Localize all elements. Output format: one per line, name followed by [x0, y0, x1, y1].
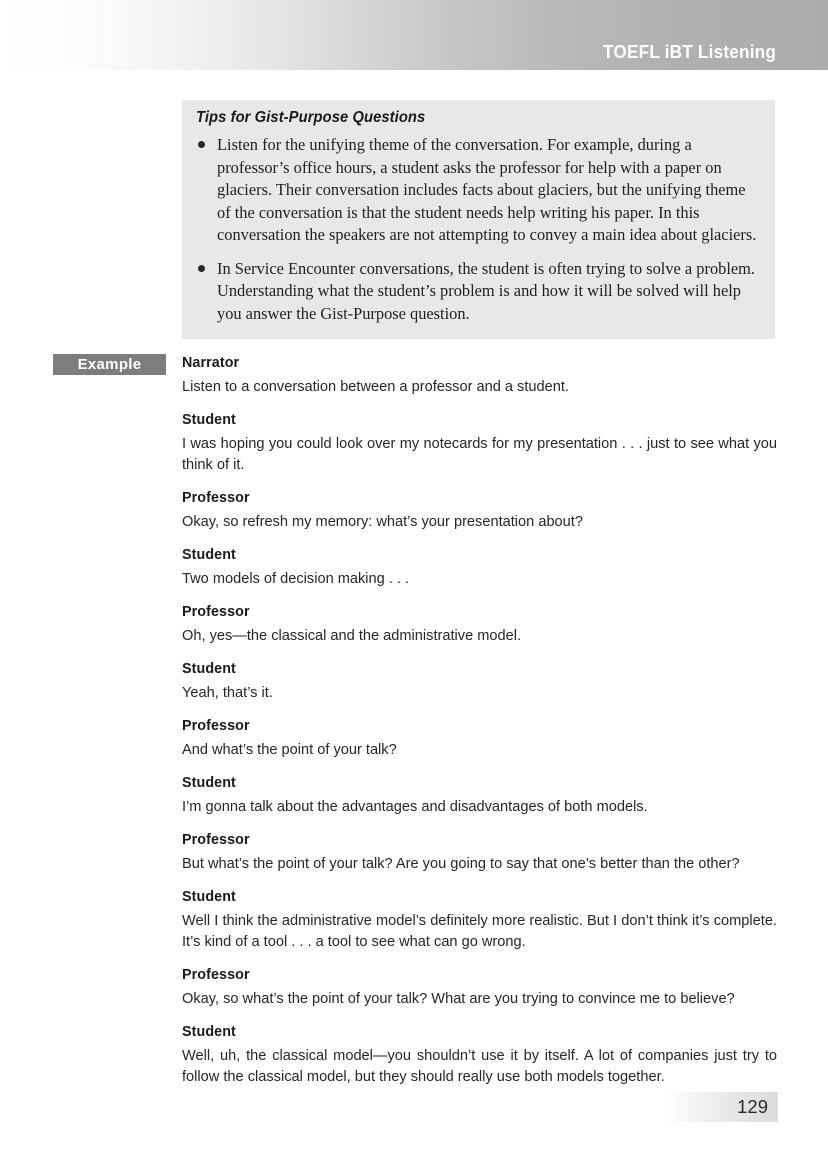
- list-item: [196, 258, 758, 326]
- dialogue-turn: [182, 661, 777, 704]
- speaker-label: Student: [182, 661, 236, 677]
- dialogue-line: Two models of decision making . . .: [182, 571, 410, 587]
- bullet-dot-icon: [198, 141, 205, 148]
- dialogue-line: Oh, yes—the classical and the administrative model.: [182, 628, 522, 644]
- tips-callout-heading: Tips for Gist-Purpose Questions: [196, 109, 426, 126]
- dialogue-line: Okay, so refresh my memory: what’s your presentation about?: [182, 514, 583, 530]
- dialogue-turn: [182, 775, 777, 818]
- dialogue-turn: [182, 832, 777, 875]
- speaker-label: Professor: [182, 832, 250, 848]
- dialogue-turn: [182, 718, 777, 761]
- bullet-dot-icon: [198, 265, 205, 272]
- dialogue-turn: [182, 1024, 777, 1088]
- page-number: 129: [737, 1096, 768, 1117]
- dialogue-turn: [182, 967, 777, 1010]
- dialogue-line: Well I think the administrative model’s definitely more realistic. But I don’t think it’s complete. It’s kind of a tool . . . a tool to see what can go wrong.: [182, 913, 777, 950]
- dialogue-line: But what’s the point of your talk? Are you going to say that one’s better than the other?: [182, 856, 740, 872]
- speaker-label: Student: [182, 889, 236, 905]
- dialogue-turn: [182, 604, 777, 647]
- page-number-band: [665, 1092, 778, 1122]
- tips-bullet-text: Listen for the unifying theme of the conversation. For example, during a professor’s office hours, a student asks the professor for help with a paper on glaciers. Their conversation includes facts about glaciers, but the unifying theme of the conversation is that the student needs help writing his paper. In this conversation the speakers are not attempting to convey a main idea about glaciers.: [217, 135, 757, 244]
- dialogue-turn: [182, 889, 777, 953]
- dialogue-line: Well, uh, the classical model—you shouldn’t use it by itself. A lot of companies just try to follow the classical model, but they should really use both models together.: [182, 1048, 777, 1085]
- tips-callout-box: [182, 100, 775, 339]
- speaker-label: Narrator: [182, 355, 240, 371]
- dialogue-line: I was hoping you could look over my notecards for my presentation . . . just to see what you think of it.: [182, 436, 777, 473]
- example-label-badge: Example: [53, 354, 166, 375]
- dialogue-turn: [182, 490, 777, 533]
- tips-bullet-text: In Service Encounter conversations, the student is often trying to solve a problem. Understanding what the student’s problem is and how it will be solved will help you answer the Gist-Purpose question.: [217, 258, 756, 323]
- dialogue-line: I’m gonna talk about the advantages and disadvantages of both models.: [182, 799, 648, 815]
- dialogue-line: Listen to a conversation between a professor and a student.: [182, 379, 569, 395]
- dialogue-line: Okay, so what’s the point of your talk? What are you trying to convince me to believe?: [182, 991, 735, 1007]
- page-header-band: [0, 0, 828, 70]
- page-title: TOEFL iBT Listening: [602, 41, 776, 62]
- dialogue-turn: [182, 547, 777, 590]
- speaker-label: Professor: [182, 967, 250, 983]
- speaker-label: Professor: [182, 718, 250, 734]
- dialogue-line: And what’s the point of your talk?: [182, 742, 397, 758]
- speaker-label: Professor: [182, 604, 250, 620]
- speaker-label: Student: [182, 1024, 236, 1040]
- dialogue-turn: [182, 412, 777, 476]
- list-item: [196, 134, 758, 247]
- dialogue-turn: [182, 355, 777, 398]
- tips-bullet-list: [196, 134, 758, 325]
- speaker-label: Professor: [182, 490, 250, 506]
- dialogue-line: Yeah, that’s it.: [182, 685, 273, 701]
- speaker-label: Student: [182, 412, 236, 428]
- speaker-label: Student: [182, 775, 236, 791]
- dialogue-transcript: [182, 355, 777, 1088]
- speaker-label: Student: [182, 547, 236, 563]
